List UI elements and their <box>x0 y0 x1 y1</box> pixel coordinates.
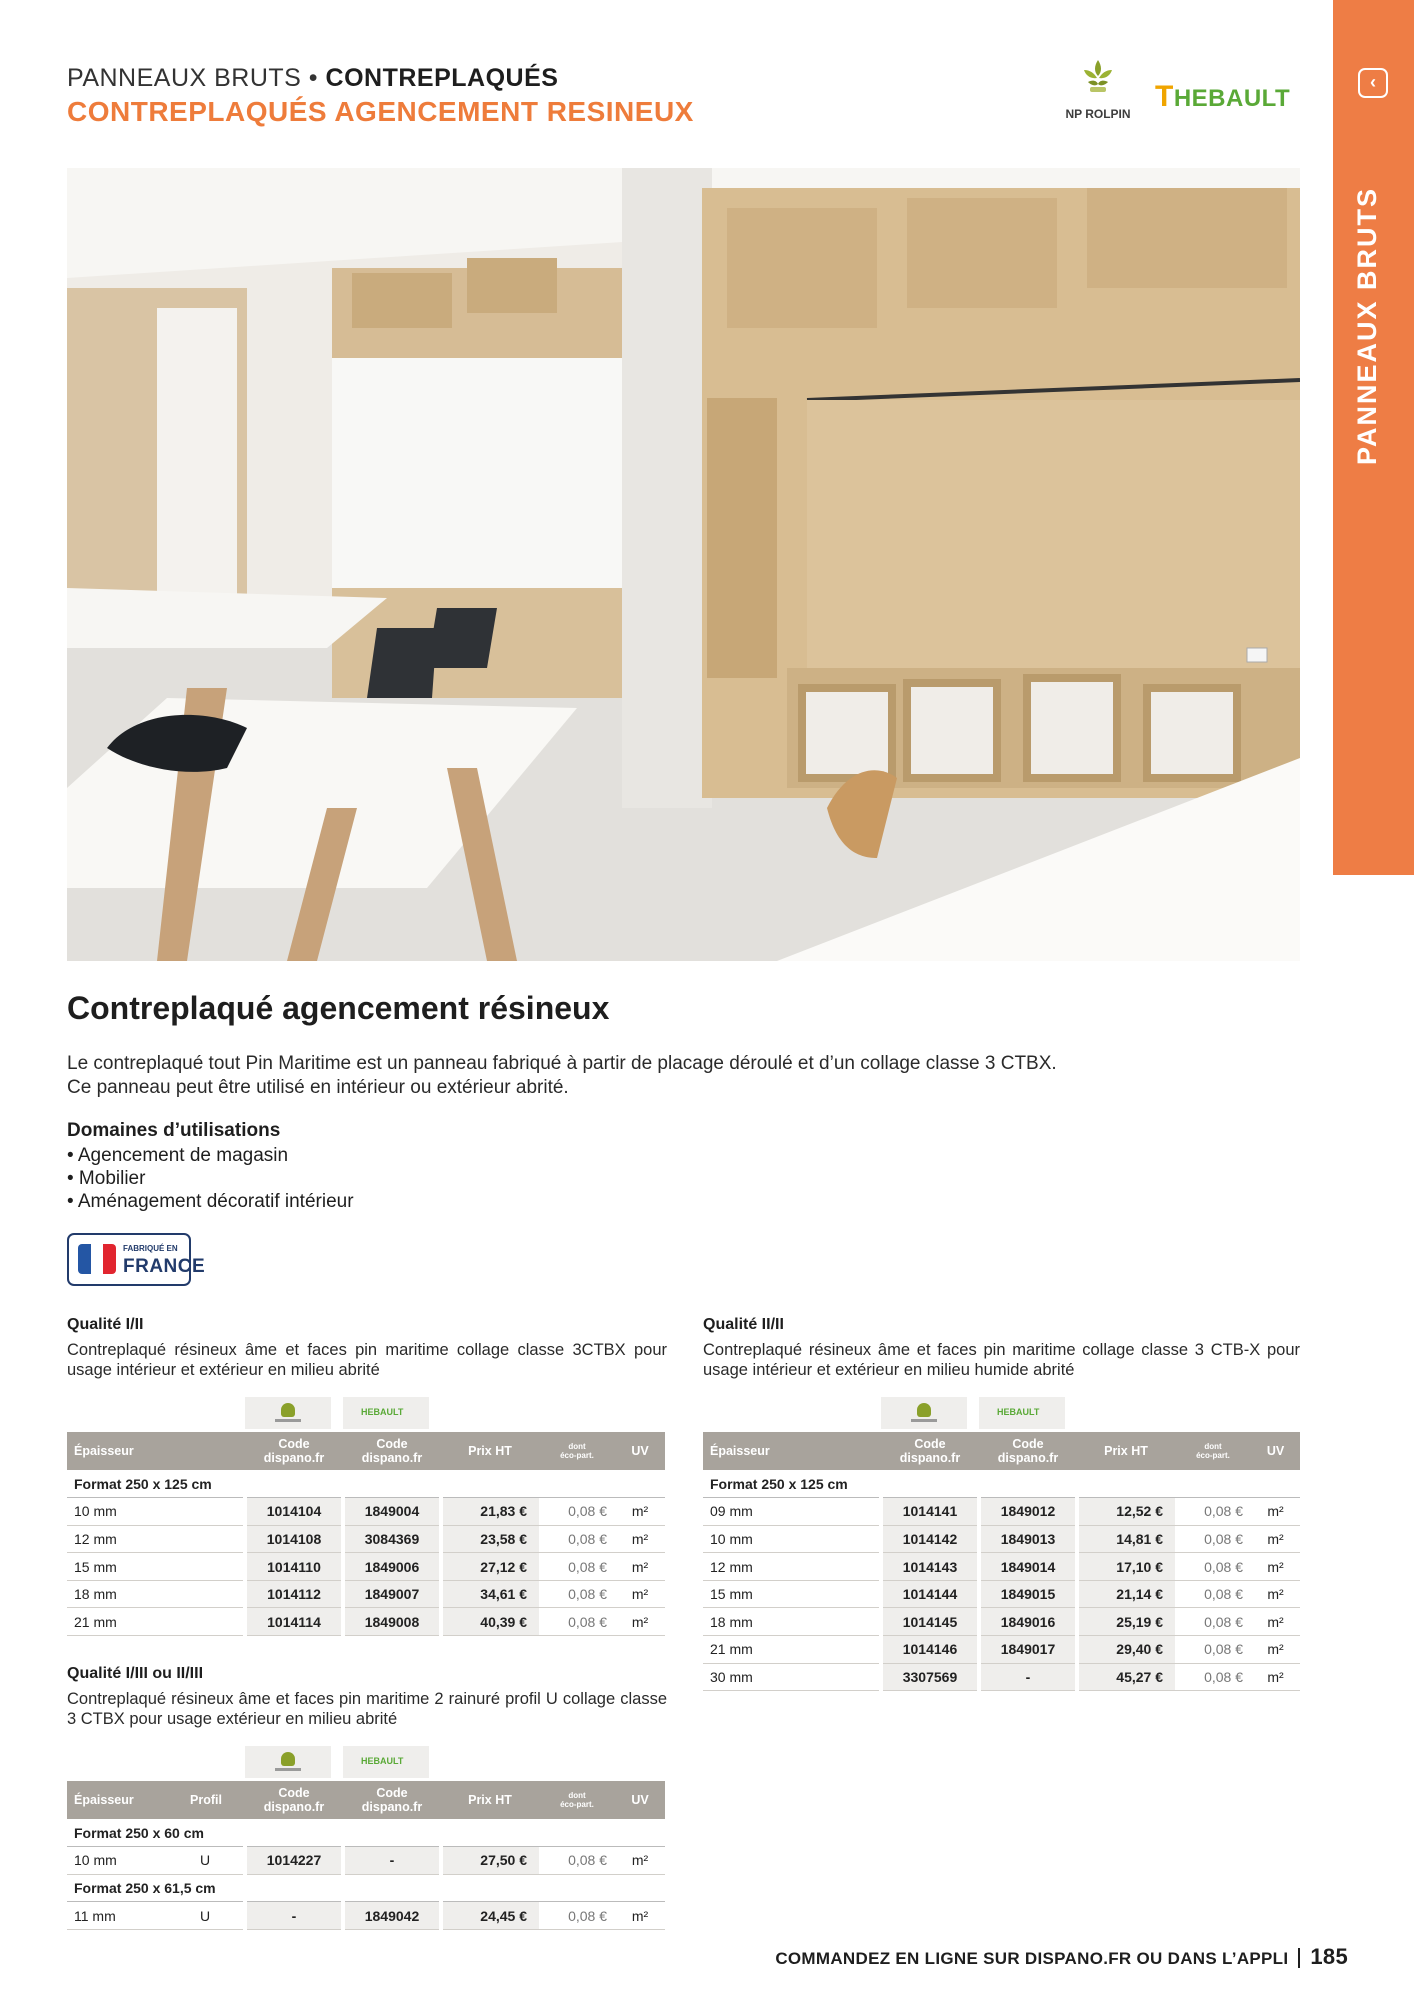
col-header-epaisseur: Épaisseur <box>703 1432 881 1470</box>
col-header-prix: Prix HT <box>1077 1432 1175 1470</box>
table-row: 10 mm 1014104 1849004 21,83 € 0,08 € m² <box>67 1498 665 1526</box>
thebault-logo-text: HEBAULT <box>1173 85 1291 112</box>
col-header-code-thebault: Code dispano.fr <box>343 1432 441 1470</box>
col-header-profil: Profil <box>167 1781 245 1819</box>
col-header-code-np: Code dispano.fr <box>245 1781 343 1819</box>
table-header-row <box>703 1432 1300 1470</box>
thebault-mini-logo: HEBAULT <box>343 1746 429 1778</box>
table-row: 30 mm 3307569 - 45,27 € 0,08 € m² <box>703 1663 1300 1691</box>
breadcrumb-category: PANNEAUX BRUTS • <box>67 64 319 92</box>
price-table-quality-3 <box>703 1432 1300 1691</box>
table-row: 15 mm 1014110 1849006 27,12 € 0,08 € m² <box>67 1553 665 1581</box>
quality-description: Contreplaqué résineux âme et faces pin maritime collage classe 3 CTB-X pour usage intérieur et extérieur en milieu humide abrité <box>703 1341 1300 1379</box>
table-row: 21 mm 1014114 1849008 40,39 € 0,08 € m² <box>67 1608 665 1636</box>
col-header-uv: UV <box>1251 1432 1300 1470</box>
quality-title: Qualité I/III ou II/III <box>67 1665 204 1682</box>
col-header-eco: dont éco-part. <box>539 1432 615 1470</box>
np-rolpin-mini-logo <box>245 1746 331 1778</box>
uses-title: Domaines d’utilisations <box>67 1120 281 1141</box>
col-header-code-np: Code dispano.fr <box>881 1432 979 1470</box>
supplier-logos-row <box>703 1397 1300 1429</box>
price-table-quality-2 <box>67 1781 665 1930</box>
col-header-eco: dont éco-part. <box>539 1781 615 1819</box>
thebault-mini-logo: HEBAULT <box>979 1397 1065 1429</box>
np-rolpin-mini-logo <box>881 1397 967 1429</box>
table-header-row <box>67 1432 665 1470</box>
footer-order-online-text: COMMANDEZ EN LIGNE SUR DISPANO.FR OU DANS L’APPLI <box>775 1949 1289 1968</box>
list-item: • Agencement de magasin <box>67 1145 289 1166</box>
table-row: 12 mm 1014108 3084369 23,58 € 0,08 € m² <box>67 1525 665 1553</box>
product-intro <box>67 1052 1307 1100</box>
badge-small-label: FABRIQUÉ EN <box>123 1244 178 1253</box>
table-row: 11 mm U - 1849042 24,45 € 0,08 € m² <box>67 1902 665 1930</box>
col-header-code-thebault: Code dispano.fr <box>979 1432 1077 1470</box>
intro-line-1: Le contreplaqué tout Pin Maritime est un panneau fabriqué à partir de placage déroulé et d’un collage classe 3 CTBX. <box>67 1053 1057 1074</box>
quality-description: Contreplaqué résineux âme et faces pin maritime collage classe 3CTBX pour usage intérieur et extérieur en milieu abrité <box>67 1341 667 1379</box>
quality-1-block <box>67 1316 667 1380</box>
np-rolpin-logo <box>1058 58 1138 128</box>
table-row: 18 mm 1014145 1849016 25,19 € 0,08 € m² <box>703 1608 1300 1636</box>
breadcrumb <box>67 64 558 93</box>
format-row: Format 250 x 125 cm <box>67 1470 665 1498</box>
list-item: • Mobilier <box>67 1168 146 1189</box>
supplier-logos-row <box>67 1746 665 1778</box>
thebault-logo-t: T <box>1155 80 1174 113</box>
format-row: Format 250 x 61,5 cm <box>67 1874 665 1902</box>
price-table-quality-1 <box>67 1432 665 1636</box>
made-in-france-badge <box>67 1233 206 1286</box>
np-rolpin-label: NP ROLPIN <box>1065 107 1131 121</box>
col-header-uv: UV <box>615 1781 665 1819</box>
pine-logo-icon <box>1078 58 1118 96</box>
table-row: 10 mm 1014142 1849013 14,81 € 0,08 € m² <box>703 1525 1300 1553</box>
col-header-prix: Prix HT <box>441 1432 539 1470</box>
hero-photo <box>67 168 1300 961</box>
np-rolpin-mini-logo <box>245 1397 331 1429</box>
table-row: 10 mm U 1014227 - 27,50 € 0,08 € m² <box>67 1847 665 1875</box>
thebault-logo <box>1155 80 1300 114</box>
page-footer <box>775 1944 1348 1970</box>
interior-photo-illustration <box>67 168 1300 961</box>
quality-2-block <box>67 1665 667 1729</box>
col-header-epaisseur: Épaisseur <box>67 1432 245 1470</box>
badge-big-label: FRANCE <box>123 1256 206 1277</box>
col-header-uv: UV <box>615 1432 665 1470</box>
page-title: CONTREPLAQUÉS AGENCEMENT RESINEUX <box>67 96 694 127</box>
format-row: Format 250 x 125 cm <box>703 1470 1300 1498</box>
table-row: 12 mm 1014143 1849014 17,10 € 0,08 € m² <box>703 1553 1300 1581</box>
uses-list <box>67 1144 354 1213</box>
page-number: 185 <box>1310 1944 1348 1969</box>
table-row: 09 mm 1014141 1849012 12,52 € 0,08 € m² <box>703 1498 1300 1526</box>
quality-title: Qualité II/II <box>703 1316 784 1333</box>
footer-divider <box>1298 1948 1300 1968</box>
table-row: 18 mm 1014112 1849007 34,61 € 0,08 € m² <box>67 1580 665 1608</box>
table-header-row <box>67 1781 665 1819</box>
col-header-code-thebault: Code dispano.fr <box>343 1781 441 1819</box>
section-tab-label: PANNEAUX BRUTS <box>1352 186 1382 465</box>
back-chevron-icon[interactable]: ‹ <box>1358 68 1388 98</box>
product-title: Contreplaqué agencement résineux <box>67 990 610 1026</box>
breadcrumb-subcategory: CONTREPLAQUÉS <box>325 64 559 92</box>
french-flag-icon <box>78 1244 116 1274</box>
col-header-prix: Prix HT <box>441 1781 539 1819</box>
supplier-logos-row <box>67 1397 665 1429</box>
format-row: Format 250 x 60 cm <box>67 1819 665 1847</box>
col-header-epaisseur: Épaisseur <box>67 1781 167 1819</box>
table-row: 21 mm 1014146 1849017 29,40 € 0,08 € m² <box>703 1636 1300 1664</box>
table-row: 15 mm 1014144 1849015 21,14 € 0,08 € m² <box>703 1580 1300 1608</box>
col-header-eco: dont éco-part. <box>1175 1432 1251 1470</box>
col-header-code-np: Code dispano.fr <box>245 1432 343 1470</box>
quality-description: Contreplaqué résineux âme et faces pin maritime 2 rainuré profil U collage classe 3 CTBX pour usage extérieur en milieu abrité <box>67 1690 667 1728</box>
list-item: • Aménagement décoratif intérieur <box>67 1191 354 1212</box>
quality-3-block <box>703 1316 1300 1380</box>
quality-title: Qualité I/II <box>67 1316 144 1333</box>
thebault-mini-logo: HEBAULT <box>343 1397 429 1429</box>
intro-line-2: Ce panneau peut être utilisé en intérieur ou extérieur abrité. <box>67 1077 569 1098</box>
